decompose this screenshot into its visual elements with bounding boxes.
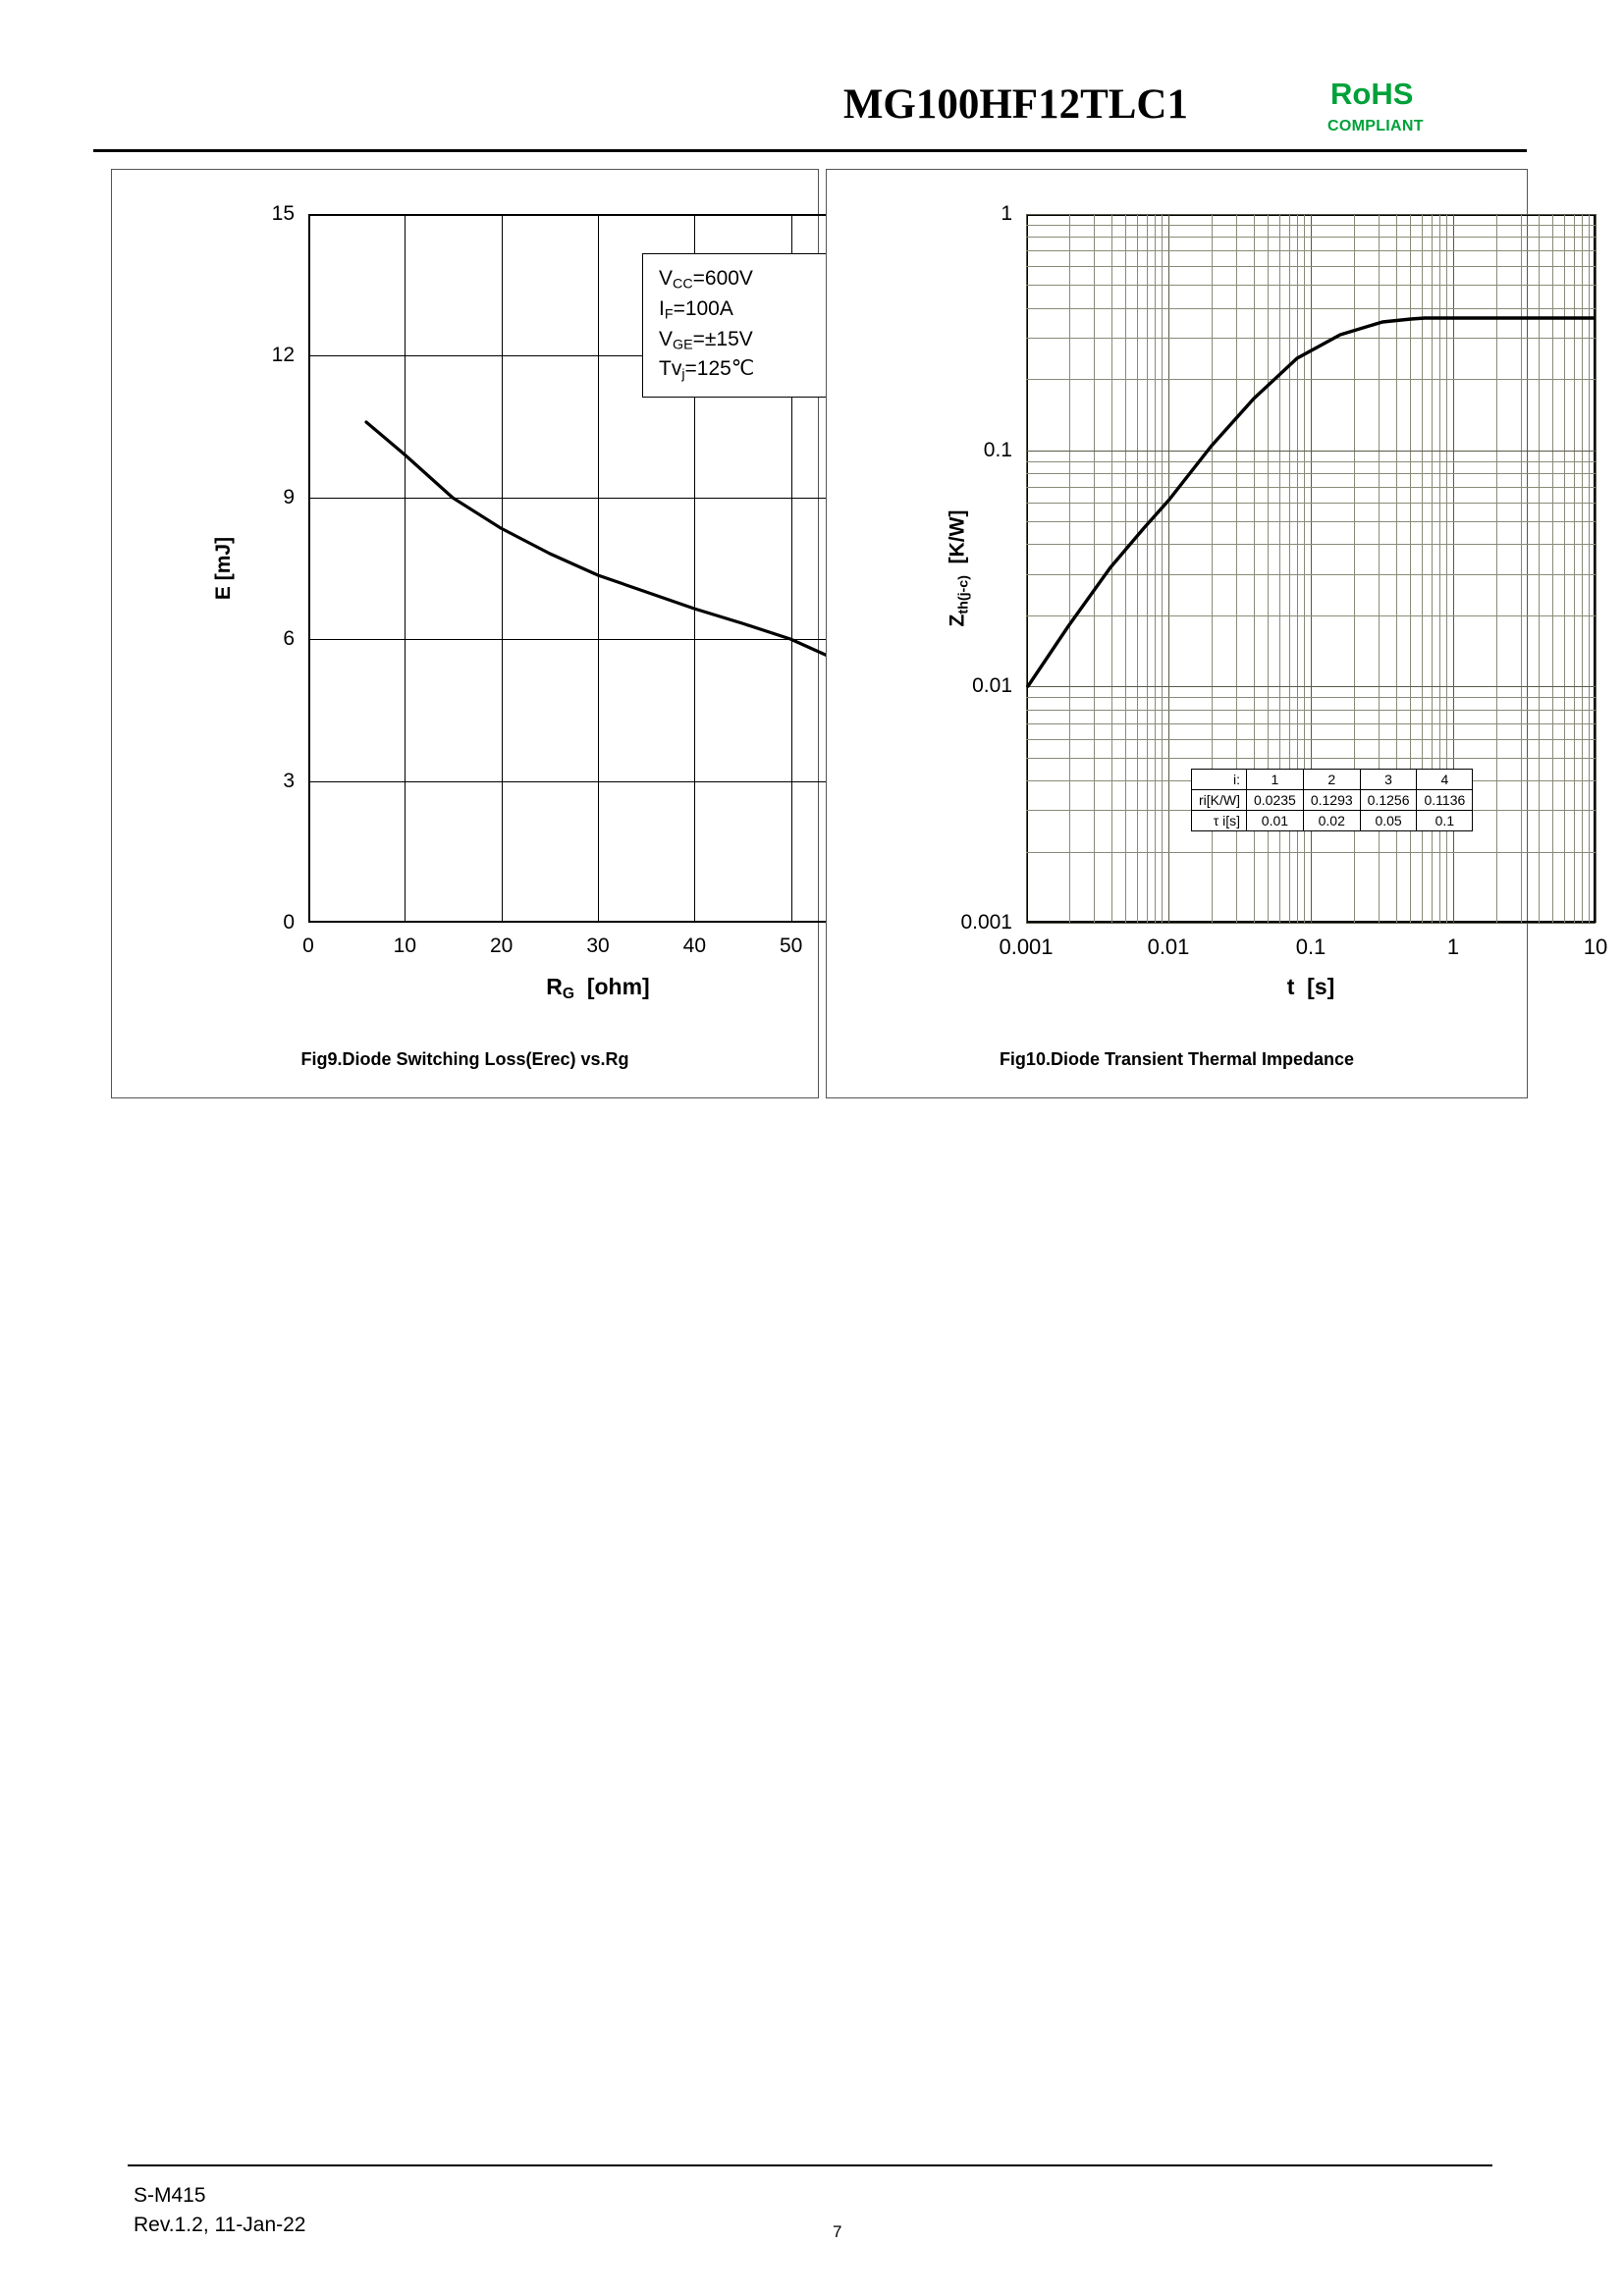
- row-label-r: ri[K/W]: [1192, 790, 1247, 811]
- gridline-v: [1596, 214, 1597, 923]
- row-label-tau: τ i[s]: [1192, 811, 1247, 831]
- condition-tvj: $Tv_j=125℃$: [659, 357, 755, 384]
- doc-revision: Rev.1.2, 11-Jan-22: [134, 2214, 306, 2237]
- table-cell: 0.1293: [1303, 790, 1360, 811]
- condition-vcc: $V_{CC}=600V$: [659, 267, 753, 293]
- x-tick-label: 40: [682, 934, 707, 957]
- table-cell: 0.0235: [1247, 790, 1304, 811]
- figure-panel-fig10: [826, 169, 1608, 1098]
- conditions-box: [642, 253, 855, 398]
- x-tick-label: 0.1: [1295, 934, 1326, 959]
- condition-if: $I_F=100A$: [659, 296, 733, 323]
- y-axis-label: E [mJ]: [212, 536, 236, 601]
- x-tick-label: 0.01: [1147, 934, 1190, 959]
- y-tick-label: 3: [283, 769, 295, 792]
- thermal-model-table: [1191, 769, 1473, 831]
- table-col-4: 4: [1417, 770, 1473, 790]
- x-axis-label: $R_G$ [ohm]: [546, 974, 650, 1002]
- figure-caption-fig10: Fig10.Diode Transient Thermal Impedance: [999, 1049, 1355, 1069]
- x-tick-label: 0: [302, 934, 314, 957]
- page-header: [128, 59, 1502, 147]
- figure-panel-fig9: [111, 169, 819, 1098]
- table-col-1: 1: [1247, 770, 1304, 790]
- x-tick-label: 50: [779, 934, 803, 957]
- y-tick-label: 15: [271, 202, 295, 225]
- chart-fig9: [212, 202, 888, 1002]
- table-cell: 0.05: [1360, 811, 1417, 831]
- figure-caption-fig9: Fig9.Diode Switching Loss(Erec) vs.Rg: [300, 1049, 629, 1069]
- table-cell: 0.1136: [1417, 790, 1473, 811]
- gridline-h: [1026, 923, 1596, 924]
- rohs-label: RoHS: [1330, 77, 1414, 111]
- y-tick-label: 12: [271, 344, 295, 367]
- x-tick-label: 1: [1446, 934, 1460, 959]
- condition-vge: $V_{GE}=\pm 15V$: [659, 327, 753, 353]
- table-row: [1192, 811, 1473, 831]
- doc-code: S-M415: [134, 2184, 206, 2207]
- table-col-2: 2: [1303, 770, 1360, 790]
- table-col-3: 3: [1360, 770, 1417, 790]
- table-cell: 0.02: [1303, 811, 1360, 831]
- table-row: [1192, 790, 1473, 811]
- y-tick-label: 6: [283, 627, 295, 651]
- x-tick-label: 30: [586, 934, 610, 957]
- x-tick-label: 0.001: [999, 934, 1054, 959]
- y-axis-label: $Z_{th(j-c)}$ [K/W]: [946, 509, 972, 627]
- rohs-compliant-label: COMPLIANT: [1327, 118, 1424, 134]
- page-title: MG100HF12TLC1: [842, 81, 1188, 128]
- x-axis-label: t [s]: [1286, 974, 1335, 999]
- table-row: [1192, 770, 1473, 790]
- chart-fig10: [946, 202, 1608, 999]
- footer-doc-info: [134, 2181, 306, 2241]
- table-cell: 0.1: [1417, 811, 1473, 831]
- y-tick-label: 1: [1001, 202, 1012, 225]
- table-header-i: i:: [1192, 770, 1247, 790]
- y-tick-label: 0: [283, 911, 295, 934]
- y-tick-label: 0.1: [983, 438, 1012, 461]
- y-tick-label: 9: [283, 485, 295, 508]
- x-tick-label: 10: [393, 934, 417, 957]
- x-tick-label: 10: [1583, 934, 1608, 959]
- x-tick-label: 20: [489, 934, 514, 957]
- header-divider: [93, 149, 1527, 152]
- table-cell: 0.1256: [1360, 790, 1417, 811]
- y-tick-label: 0.001: [960, 911, 1012, 934]
- table-cell: 0.01: [1247, 811, 1304, 831]
- footer-divider: [128, 2164, 1492, 2166]
- y-tick-label: 0.01: [972, 674, 1012, 698]
- page-number: 7: [833, 2222, 842, 2241]
